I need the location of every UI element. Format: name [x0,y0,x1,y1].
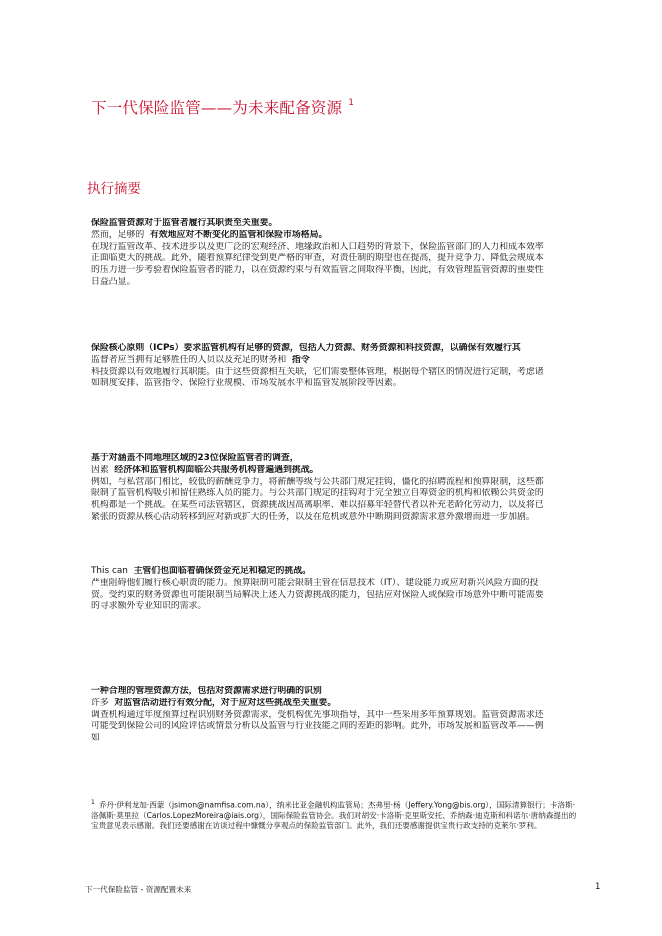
summary-block-1 [91,218,603,289]
page-footer-text: 下一代保险监管 - 资源配置未来 [85,885,192,894]
block-lead: 因素 经济体和监管机构面临公共服务机构普遍遇到挑战。 [91,464,319,475]
block-line: 正面临更大的挑战。此外，随着预算纪律受到更严格的审查，对责任制的期望也在提高，提升竞争力、降低会规成本 [91,253,544,264]
summary-block-4 [91,566,603,613]
summary-block-2 [91,343,603,390]
block-line: 紧张的资源从核心活动转移到应对新或扩大的任务，以及在危机或意外中断期间资源需求意外激增而进一步加剧。 [91,511,535,522]
page-number: 1 [595,882,601,892]
block-line: 资。受约束的财务资源也可能限制当局解决上述人力资源挑战的能力，包括应对保险人或保险市场意外中断可能需要 [91,589,544,600]
block-lead: 许多 对监管活动进行有效分配，对于应对这些挑战至关重要。 [91,697,337,708]
block-line: 可能受到保险公司的风险评估或情景分析以及监管与行业技能之间的差距的影响。此外，市场发展和监管改革——例 [91,721,544,732]
block-line: 机构都是一个挑战。在某些司法管辖区，资源挑战因高离职率、难以招募年轻替代者以补充老龄化劳动力，以及将已 [91,500,544,511]
block-line: 科技资源以有效地履行其职能。由于这些资源相互关联，它们需要整体管理，根据每个辖区的情况进行定制，考虑诸 [91,366,544,377]
block-line: 如制度安排、监管指令、保险行业规模、市场发展水平和监管发展阶段等因素。 [91,378,402,389]
block-line: 的压力进一步考验着保险监管者的能力，以在资源约束与有效监管之间取得平衡，因此，有效管理监管资源的重要性 [91,265,544,276]
block-heading: 一种合理的管理资源方法，包括对资源需求进行明确的识别 [91,686,322,696]
block-line: 限制了监管机构吸引和留住熟练人员的能力。与公共部门规定的挂钩对于完全独立自筹资金的机构和依赖公共资金的 [91,488,544,499]
block-line: 如 [91,733,100,744]
block-heading: 保险核心原则（ICPs）要求监管机构有足够的资源，包括人力资源、财务资源和科技资源，以确保有效履行其 [91,343,521,353]
footnote-line: $^1$ 乔丹·伊利龙加·西蒙（jsimon@namfisa.com.na），纳米比亚金融机构监管局；杰弗里·杨（Jeffery.Yong@bis.org），国际清算银行；卡洛斯· [91,799,576,810]
block-line: 的寻求额外专业知识的需求。 [91,601,207,612]
block-lead: 然而，足够的 有效地应对不断变化的监管和保险市场格局。 [91,229,328,240]
footnote-line: 宝贵意见表示感谢。我们还要感谢在访谈过程中慷慨分享观点的保险监管部门。此外，我们还要感谢提供宝贵行政支持的克莱尔·罗利。 [91,821,542,831]
footnote-marker: 1 [91,799,95,806]
block-lead: This can 主管们也面临着确保资金充足和稳定的挑战。 [91,566,312,576]
block-heading: 保险监管资源对于监管者履行其职责至关重要。 [91,218,278,228]
summary-block-3 [91,453,603,524]
summary-block-5 [91,686,603,745]
section-heading-executive-summary: 执行摘要 [87,181,141,197]
title-text: 下一代保险监管——为未来配备资源 [91,99,343,117]
block-lead: 监督者应当拥有足够胜任的人员以及充足的财务和 指令 [91,354,310,365]
block-heading: 基于对涵盖不同地理区域的23位保险监管者的调查， [91,453,299,463]
title-footnote-ref: 1 [348,97,355,108]
document-title [91,96,354,118]
footnote-line: 洛佩斯·莫里拉（Carlos.LopezMoreira@iais.org），国际保险监管协会。我们对胡安·卡洛斯·克里斯安托、乔纳森·迪克斯和科诺尔·唐纳森提出的 [91,810,577,820]
block-line: 调查机构通过年度预算过程识别财务资源需求，受机构优先事项指导，其中一些采用多年预算规划。监管资源需求还 [91,709,544,720]
block-line: 例如，与私营部门相比，较低的薪酬竞争力，将薪酬等级与公共部门规定挂钩，僵化的招聘流程和预算限制，这些都 [91,476,544,487]
block-line: 在现行监管改革、技术进步以及更广泛的宏观经济、地缘政治和人口趋势的背景下，保险监管部门的人力和成本效率 [91,241,544,252]
block-line: 严重阻碍他们履行核心职责的能力。预算限制可能会限制主管在信息技术（IT）、建设能力或应对新兴风险方面的投 [91,577,539,588]
block-line: 日益凸显。 [91,276,136,287]
footnote [91,798,603,832]
